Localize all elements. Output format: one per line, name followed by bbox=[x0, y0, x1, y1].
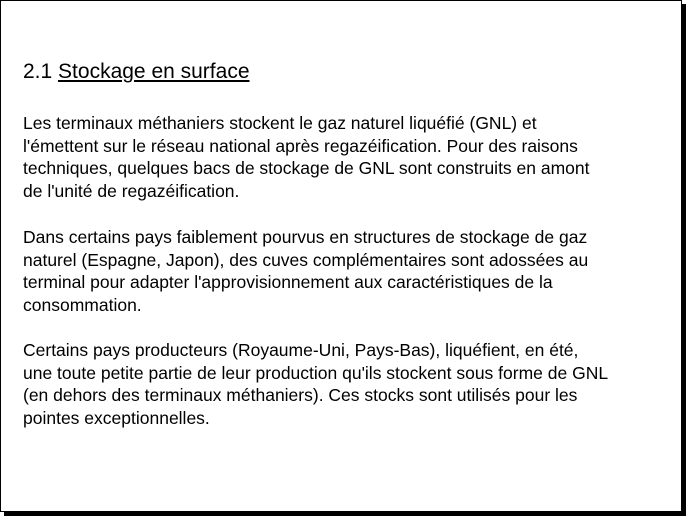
paragraph-line: une toute petite partie de leur production qu'ils stockent sous forme de GNL bbox=[23, 362, 609, 383]
paragraph-line: pointes exceptionnelles. bbox=[23, 407, 210, 428]
section-heading bbox=[23, 59, 250, 85]
paragraph-line: l'émettent sur le réseau national après regazéification. Pour des raisons bbox=[23, 135, 578, 156]
paragraph-line: Certains pays producteurs (Royaume-Uni, Pays-Bas), liquéfient, en été, bbox=[23, 340, 579, 360]
section-number: 2.1 bbox=[23, 60, 53, 83]
paragraph-line: Les terminaux méthaniers stockent le gaz naturel liquéfié (GNL) et bbox=[23, 113, 537, 133]
paragraph-line: Dans certains pays faiblement pourvus en structures de stockage de gaz bbox=[23, 227, 588, 247]
paragraph-line: consommation. bbox=[23, 294, 142, 315]
paragraph-line: naturel (Espagne, Japon), des cuves complémentaires sont adossées au bbox=[23, 249, 589, 270]
paragraph-line: de l'unité de regazéification. bbox=[23, 180, 240, 201]
paragraph-line: techniques, quelques bacs de stockage de GNL sont construits en amont bbox=[23, 158, 590, 178]
paragraph-line: (en dehors des terminaux méthaniers). Ces stocks sont utilisés pour les bbox=[23, 385, 578, 405]
paragraph-line: terminal pour adapter l'approvisionnement aux caractéristiques de la bbox=[23, 272, 553, 292]
section-title: Stockage en surface bbox=[58, 60, 250, 83]
paragraph-producer-countries bbox=[23, 339, 663, 429]
slide-shadow-bottom bbox=[4, 512, 686, 516]
slide-shadow-right bbox=[682, 4, 686, 516]
paragraph-complementary-tanks bbox=[23, 226, 663, 316]
paragraph-gnl-terminals bbox=[23, 112, 663, 202]
